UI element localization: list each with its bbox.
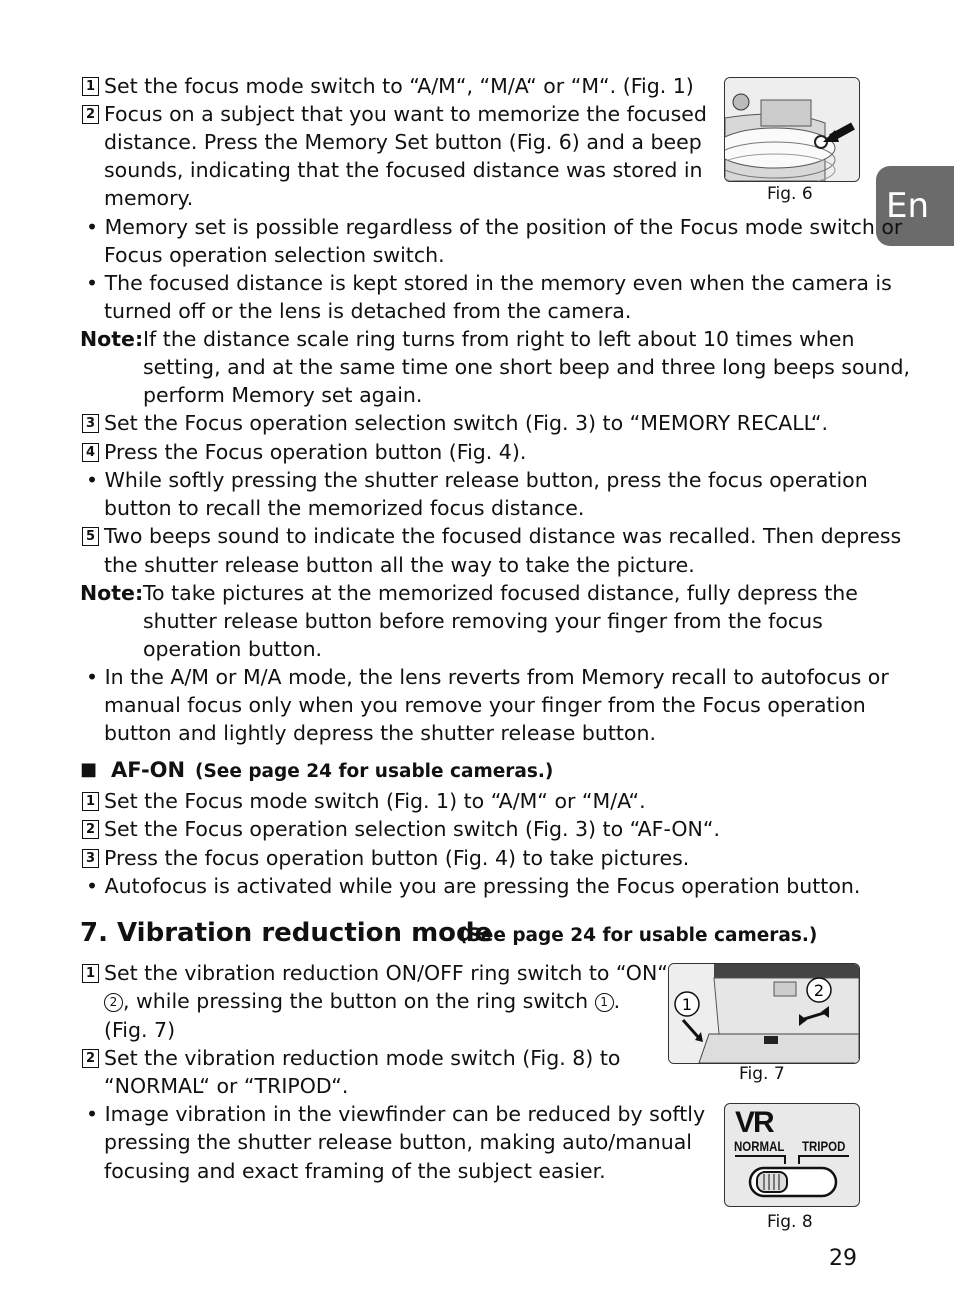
step-number: 1 <box>82 964 99 983</box>
memory-step-3: Set the Focus operation selection switch (Fig. 3) to “MEMORY RECALL“. <box>104 411 829 435</box>
note-line: setting, and at the same time one short beep and three long beeps sound, <box>143 355 911 379</box>
vr-step-1-line: Set the vibration reduction ON/OFF ring switch to “ON“ <box>104 961 668 985</box>
step-number: 5 <box>82 527 99 546</box>
memory-step-2-line: memory. <box>104 186 194 210</box>
memory-step-1: Set the focus mode switch to “A/M“, “M/A“ or “M“. (Fig. 1) <box>104 74 694 98</box>
step-number: 2 <box>82 820 99 839</box>
bullet-line: • Image vibration in the viewfinder can be reduced by softly <box>86 1102 706 1126</box>
fig6-illustration <box>724 77 860 182</box>
note-label: Note: <box>80 581 144 605</box>
afon-step-3: Press the focus operation button (Fig. 4) to take pictures. <box>104 846 690 870</box>
vr-step-1-line: 2 , while pressing the button on the ring switch 1 . <box>104 987 620 1015</box>
circled-number: 1 <box>595 993 614 1012</box>
step-number: 2 <box>82 1049 99 1068</box>
bullet-line: • Memory set is possible regardless of the position of the Focus mode switch or <box>86 215 903 239</box>
step-number: 2 <box>82 105 99 124</box>
bullet-line: • In the A/M or M/A mode, the lens reverts from Memory recall to autofocus or <box>86 665 889 689</box>
note-line: operation button. <box>143 637 323 661</box>
page-number: 29 <box>829 1246 857 1271</box>
step-number: 1 <box>82 77 99 96</box>
svg-text:1: 1 <box>681 995 693 1014</box>
fig8-vr-label: VR <box>735 1106 773 1139</box>
vr-heading: 7. Vibration reduction mode <box>80 918 493 948</box>
fig8-normal-label: NORMAL <box>734 1138 785 1154</box>
bullet-line: • The focused distance is kept stored in the memory even when the camera is <box>86 271 892 295</box>
bullet-line: focusing and exact framing of the subject easier. <box>104 1159 606 1183</box>
svg-text:2: 2 <box>813 981 825 1000</box>
memory-step-2-line: distance. Press the Memory Set button (Fig. 6) and a beep <box>104 130 702 154</box>
afon-heading: AF-ON <box>111 758 186 782</box>
section-square: ■ <box>80 759 98 780</box>
bullet-line: button and lightly depress the shutter release button. <box>104 721 656 745</box>
memory-step-4: Press the Focus operation button (Fig. 4). <box>104 440 527 464</box>
circled-number: 2 <box>104 993 123 1012</box>
fig8-illustration <box>724 1103 860 1207</box>
bullet-line: turned off or the lens is detached from the camera. <box>104 299 632 323</box>
vr-step-2-line: Set the vibration reduction mode switch (Fig. 8) to <box>104 1046 621 1070</box>
step-number: 4 <box>82 443 99 462</box>
note-line: If the distance scale ring turns from right to left about 10 times when <box>143 327 855 351</box>
step-number: 1 <box>82 792 99 811</box>
note-line: perform Memory set again. <box>143 383 423 407</box>
bullet-line: pressing the shutter release button, making auto/manual <box>104 1130 692 1154</box>
step-number: 3 <box>82 849 99 868</box>
note-line: To take pictures at the memorized focused distance, fully depress the <box>143 581 858 605</box>
fig7-illustration <box>668 963 860 1064</box>
memory-step-2-line: sounds, indicating that the focused distance was stored in <box>104 158 703 182</box>
bullet-line: button to recall the memorized focus distance. <box>104 496 585 520</box>
bullet-line: Focus operation selection switch. <box>104 243 445 267</box>
fig8-caption: Fig. 8 <box>767 1212 813 1232</box>
bullet-line: • Autofocus is activated while you are pressing the Focus operation button. <box>86 874 861 898</box>
afon-step-2: Set the Focus operation selection switch (Fig. 3) to “AF-ON“. <box>104 817 721 841</box>
afon-heading-sub: (See page 24 for usable cameras.) <box>195 761 554 782</box>
memory-step-5-line: the shutter release button all the way to take the picture. <box>104 553 695 577</box>
fig7-caption: Fig. 7 <box>739 1064 785 1084</box>
memory-step-2-line: Focus on a subject that you want to memorize the focused <box>104 102 707 126</box>
vr-heading-sub: (See page 24 for usable cameras.) <box>459 925 818 946</box>
language-tab: En <box>876 166 954 246</box>
vr-step-2-line: “NORMAL“ or “TRIPOD“. <box>104 1074 349 1098</box>
bullet-line: manual focus only when you remove your finger from the Focus operation <box>104 693 866 717</box>
fig8-tripod-label: TRIPOD <box>802 1138 846 1154</box>
bullet-line: • While softly pressing the shutter release button, press the focus operation <box>86 468 868 492</box>
note-line: shutter release button before removing your finger from the focus <box>143 609 823 633</box>
afon-step-1: Set the Focus mode switch (Fig. 1) to “A/M“ or “M/A“. <box>104 789 646 813</box>
note-label: Note: <box>80 327 144 351</box>
memory-step-5-line: Two beeps sound to indicate the focused distance was recalled. Then depress <box>104 524 902 548</box>
step-number: 3 <box>82 414 99 433</box>
fig6-caption: Fig. 6 <box>767 184 813 204</box>
vr-step-1-line: (Fig. 7) <box>104 1018 176 1042</box>
